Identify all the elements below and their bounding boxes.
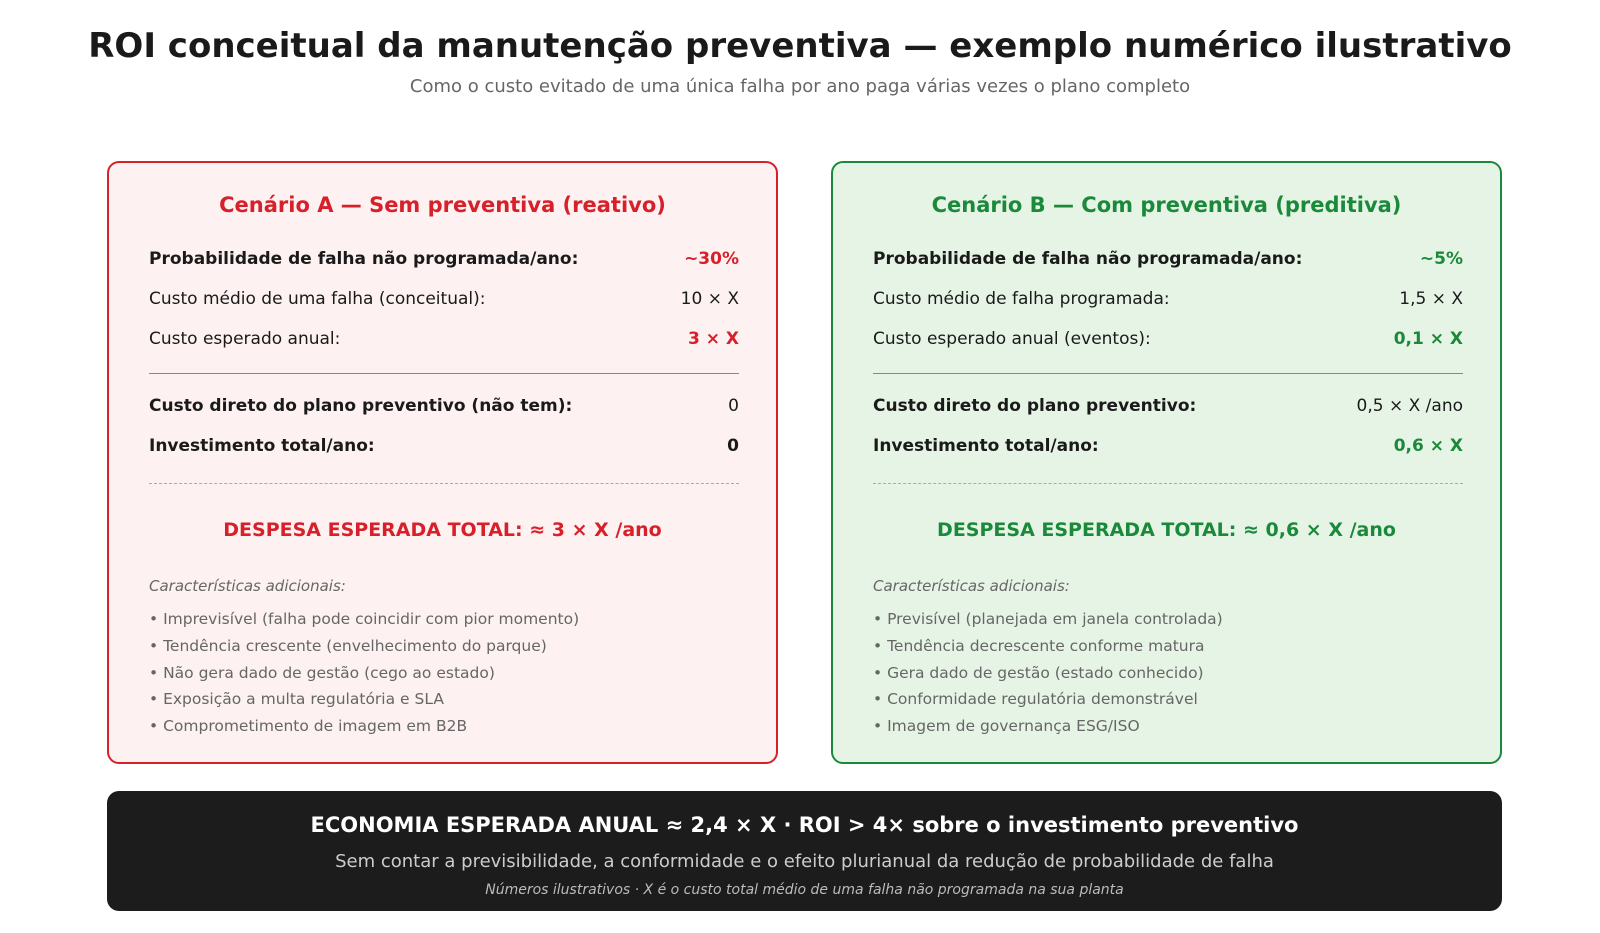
scenario-b-extras-list xyxy=(873,609,1223,743)
list-item: • Imprevisível (falha pode coincidir com pior momento) xyxy=(149,610,580,628)
row-value: 0 xyxy=(727,436,739,456)
row-value: 3 × X xyxy=(687,329,739,349)
page-subtitle: Como o custo evitado de uma única falha por ano paga várias vezes o plano completo xyxy=(409,76,1191,97)
scenario-a-extras-label: Características adicionais: xyxy=(149,577,346,595)
list-item: • Imagem de governança ESG/ISO xyxy=(873,717,1140,736)
row-value: 0,5 × X /ano xyxy=(1356,396,1463,416)
list-item: • Conformidade regulatória demonstrável xyxy=(873,690,1198,709)
scenario-a-extras-list xyxy=(149,609,579,743)
row-label: Custo direto do plano preventivo: xyxy=(873,396,1197,416)
row-value: ~30% xyxy=(684,249,739,269)
list-item: • Não gera dado de gestão (cego ao estado) xyxy=(149,663,495,682)
list-item: • Tendência decrescente conforme matura xyxy=(873,636,1205,655)
list-item: • Tendência crescente (envelhecimento do parque) xyxy=(149,636,547,655)
list-item: • Exposição a multa regulatória e SLA xyxy=(149,690,444,709)
list-item: • Gera dado de gestão (estado conhecido) xyxy=(873,663,1204,682)
scenario-a-row-expected-annual-cost xyxy=(149,329,739,349)
scenario-b-card xyxy=(831,161,1502,764)
row-label: Custo médio de falha programada: xyxy=(873,289,1170,309)
scenario-b-row-avg-failure-cost xyxy=(873,289,1463,309)
row-value: 10 × X xyxy=(680,289,739,309)
dashed-divider xyxy=(149,483,739,484)
scenario-b-title: Cenário B — Com preventiva (preditiva) xyxy=(931,193,1402,217)
scenario-a-row-failure-probability xyxy=(149,249,739,269)
row-label: Investimento total/ano: xyxy=(149,436,375,456)
row-value: 1,5 × X xyxy=(1399,289,1463,309)
scenario-a-total: DESPESA ESPERADA TOTAL: ≈ 3 × X /ano xyxy=(223,519,662,541)
scenario-a-card xyxy=(107,161,778,764)
scenario-b-row-total-investment xyxy=(873,436,1463,456)
summary-subtext: Sem contar a previsibilidade, a conformidade e o efeito plurianual da redução de probabilidade de falha xyxy=(335,851,1274,872)
divider xyxy=(873,373,1463,374)
row-label: Probabilidade de falha não programada/ano: xyxy=(149,249,579,269)
scenario-a-row-plan-cost xyxy=(149,396,739,416)
row-label: Investimento total/ano: xyxy=(873,436,1099,456)
scenario-a-row-total-investment xyxy=(149,436,739,456)
row-label: Custo esperado anual (eventos): xyxy=(873,329,1151,349)
divider xyxy=(149,373,739,374)
list-item: • Comprometimento de imagem em B2B xyxy=(149,717,468,736)
summary-footnote: Números ilustrativos · X é o custo total médio de uma falha não programada na sua planta xyxy=(485,882,1124,898)
scenario-b-total: DESPESA ESPERADA TOTAL: ≈ 0,6 × X /ano xyxy=(937,519,1396,541)
scenario-b-row-failure-probability xyxy=(873,249,1463,269)
scenario-b-row-expected-annual-cost xyxy=(873,329,1463,349)
list-item: • Previsível (planejada em janela controlada) xyxy=(873,610,1223,628)
summary-headline: ECONOMIA ESPERADA ANUAL ≈ 2,4 × X · ROI > 4× sobre o investimento preventivo xyxy=(310,813,1299,837)
row-label: Probabilidade de falha não programada/ano: xyxy=(873,249,1303,269)
row-value: ~5% xyxy=(1419,249,1463,269)
row-label: Custo esperado anual: xyxy=(149,329,341,349)
summary-banner xyxy=(107,791,1502,911)
row-value: 0,1 × X xyxy=(1393,329,1463,349)
scenario-a-row-avg-failure-cost xyxy=(149,289,739,309)
dashed-divider xyxy=(873,483,1463,484)
scenario-b-row-plan-cost xyxy=(873,396,1463,416)
row-value: 0 xyxy=(728,396,739,416)
page-title: ROI conceitual da manutenção preventiva — exemplo numérico ilustrativo xyxy=(88,26,1512,66)
row-label: Custo médio de uma falha (conceitual): xyxy=(149,289,486,309)
row-label: Custo direto do plano preventivo (não tem): xyxy=(149,396,573,416)
scenario-b-extras-label: Características adicionais: xyxy=(873,577,1070,595)
row-value: 0,6 × X xyxy=(1393,436,1463,456)
scenario-a-title: Cenário A — Sem preventiva (reativo) xyxy=(219,193,666,217)
